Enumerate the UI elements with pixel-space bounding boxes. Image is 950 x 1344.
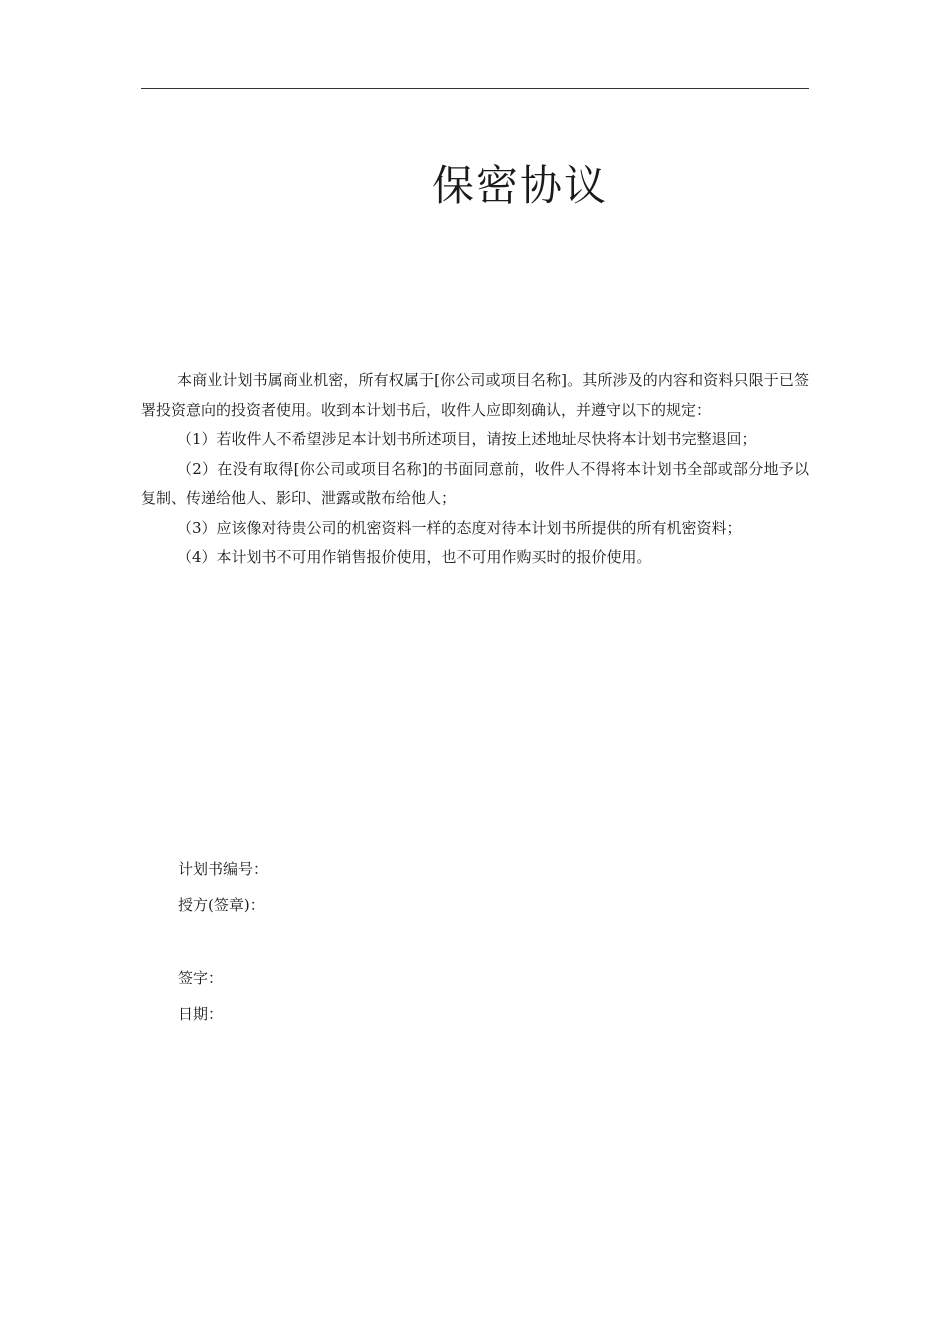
signature-label: 签字：	[178, 969, 224, 987]
rule-item: （3）应该像对待贵公司的机密资料一样的态度对待本计划书所提供的所有机密资料；	[177, 518, 742, 537]
grantor-label: 授方(签章)：	[178, 896, 265, 914]
plan-number-label: 计划书编号：	[178, 860, 269, 878]
document-title: 保密协议	[431, 161, 608, 210]
spacer	[178, 923, 268, 960]
rule-item: （1）若收件人不希望涉足本计划书所述项目，请按上述地址尽快将本计划书完整退回；	[177, 430, 757, 448]
rule-item: （4）本计划书不可用作销售报价使用，也不可用作购买时的报价使用。	[177, 548, 652, 566]
header-rule	[141, 88, 809, 89]
date-label: 日期：	[178, 1005, 224, 1023]
intro-paragraph: 本商业计划书属商业机密，所有权属于[你公司或项目名称]。其所涉及的内容和资料只限于已签署投资意向的投资者使用。收到本计划书后，收件人应即刻确认，并遵守以下的规定：	[141, 371, 809, 419]
signature-block	[178, 851, 268, 1032]
rule-item: （2）在没有取得[你公司或项目名称]的书面同意前，收件人不得将本计划书全部或部分地予以复制、传递给他人、影印、泄露或散布给他人；	[141, 459, 809, 507]
agreement-body	[141, 366, 809, 573]
